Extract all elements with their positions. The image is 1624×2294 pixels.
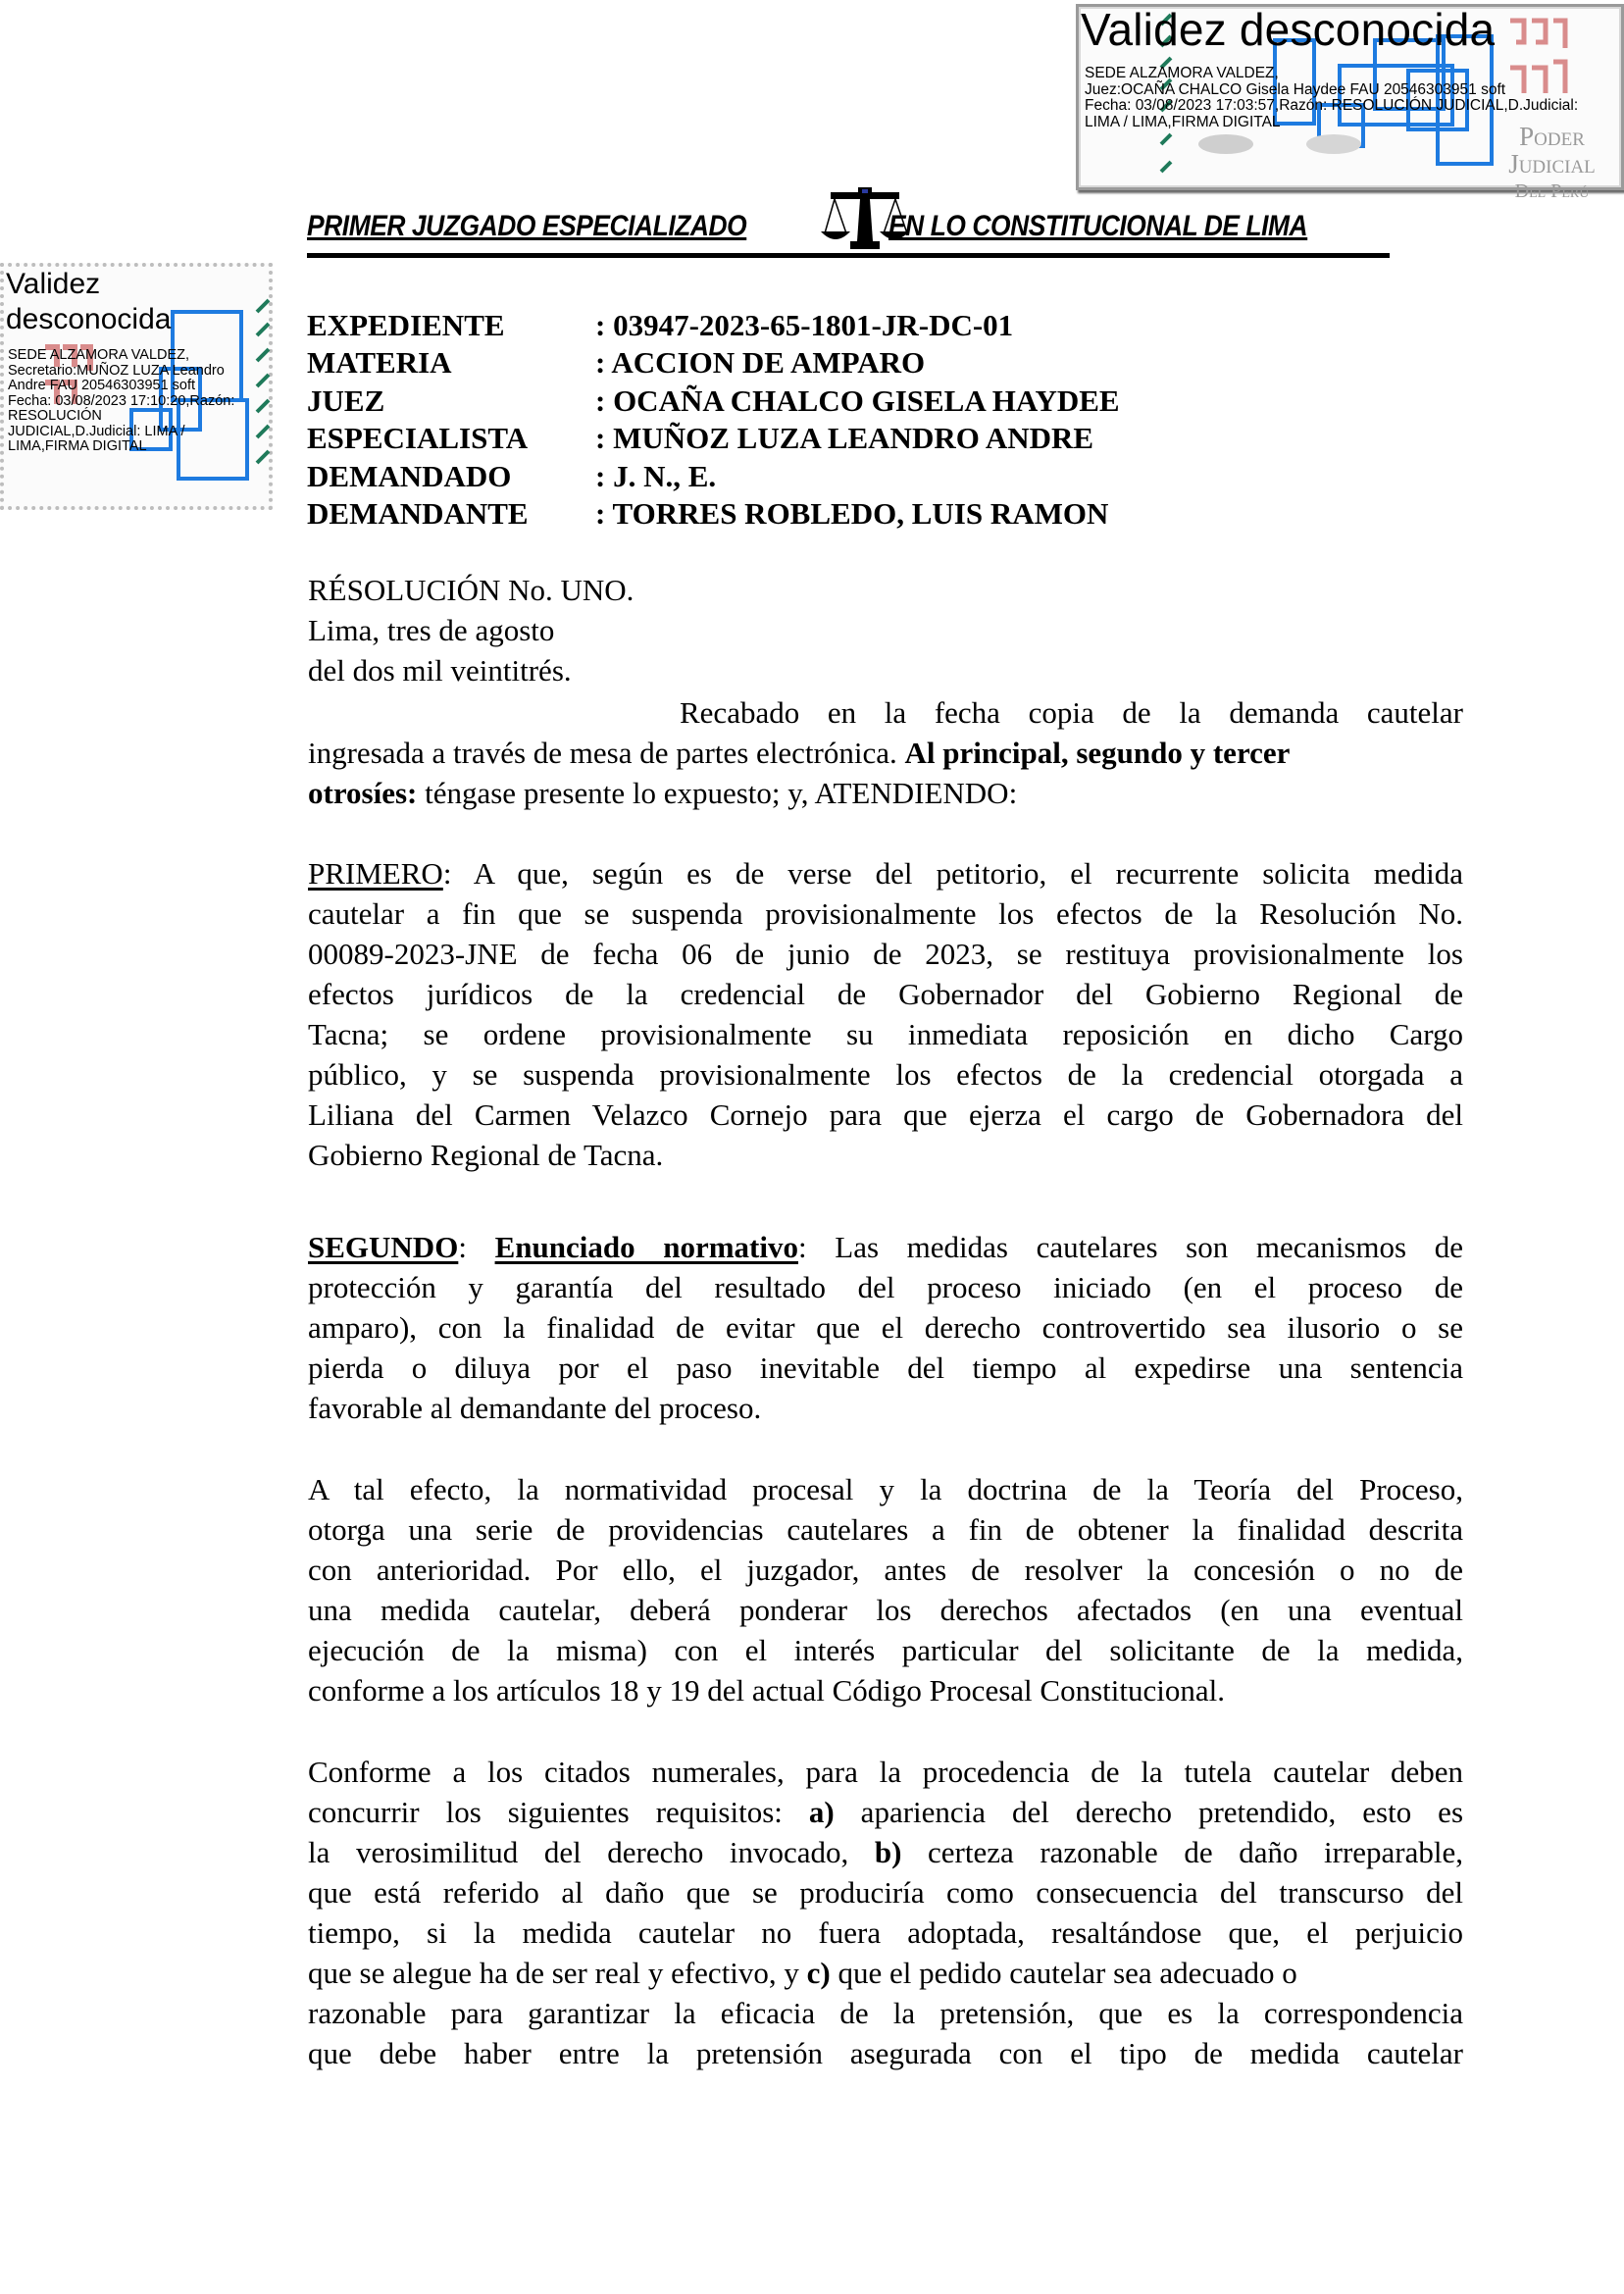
text: que se alegue ha de ser real y efectivo, y <box>308 1956 807 1990</box>
bold-text: otrosíes: <box>308 776 418 810</box>
segundo-line: protección y garantía del resultado del proceso iniciado (en el proceso de <box>308 1270 1463 1304</box>
intro-line <box>308 773 1463 813</box>
bold-text: b) <box>874 1835 902 1869</box>
stamp-line: LIMA,FIRMA DIGITAL <box>8 438 147 454</box>
stamp-line: Juez:OCAÑA CHALCO Gisela Haydee FAU 20546303951 soft <box>1085 80 1506 98</box>
para3-line: otorga una serie de providencias cautelares a fin de obtener la finalidad descrita <box>308 1512 1463 1547</box>
resolution-date-continued: del dos mil veintitrés. <box>308 653 572 688</box>
para4-line: que debe haber entre la pretensión asegurada con el tipo de medida cautelar <box>308 2036 1463 2070</box>
case-label: EXPEDIENTE <box>307 308 505 342</box>
para4-line: tiempo, si la medida cautelar no fuera adoptada, resaltándose que, el perjuicio <box>308 1915 1463 1950</box>
intro-line: Recabado en la fecha copia de la demanda cautelar <box>680 695 1463 730</box>
court-name-left: PRIMER JUZGADO ESPECIALIZADO <box>307 210 747 242</box>
bold-text: c) <box>806 1956 831 1990</box>
case-label: ESPECIALISTA <box>307 421 529 456</box>
stamp-line: SEDE ALZAMORA VALDEZ, <box>1085 65 1279 81</box>
paragraph-efecto <box>308 1469 1463 1710</box>
stamp-details <box>8 348 275 455</box>
para3-line: conforme a los artículos 18 y 19 del actual Código Procesal Constitucional. <box>308 1673 1225 1708</box>
case-value: : J. N., E. <box>595 458 717 493</box>
stamp-validity-title: Validez desconocida <box>6 268 172 335</box>
stamp-line: LIMA / LIMA,FIRMA DIGITAL <box>1085 113 1281 130</box>
text: concurrir los siguientes requisitos: <box>308 1795 809 1829</box>
primero-line: 00089-2023-JNE de fecha 06 de junio de 2023, se restituya provisionalmente los <box>308 937 1463 971</box>
paragraph-primero <box>308 853 1463 1175</box>
para4-line: que está referido al daño que se produciría como consecuencia del transcurso del <box>308 1875 1463 1910</box>
primero-line: público, y se suspenda provisionalmente los efectos de la credencial otorgada a <box>308 1057 1463 1092</box>
segundo-line: pierda o diluya por el paso inevitable del tiempo al expedirse una sentencia <box>308 1351 1463 1385</box>
text: : <box>1008 776 1018 810</box>
case-value: : ACCION DE AMPARO <box>595 345 926 381</box>
resolution-place-date: Lima, tres de agosto <box>308 613 555 647</box>
para3-line: con anterioridad. Por ello, el juzgador, antes de resolver la concesión o no de <box>308 1553 1463 1587</box>
primero-line: Gobierno Regional de Tacna. <box>308 1138 664 1172</box>
stamp-line: Fecha: 03/08/2023 17:10:20,Razón: <box>8 392 235 409</box>
header-rule <box>307 253 1390 258</box>
case-label: MATERIA <box>307 345 452 381</box>
bold-text: a) <box>808 1795 835 1829</box>
para4-line: Conforme a los citados numerales, para la procedencia de la tutela cautelar deben <box>308 1755 1463 1789</box>
text: téngase presente lo expuesto; y, <box>417 776 815 810</box>
case-value: : MUÑOZ LUZA LEANDRO ANDRE <box>595 421 1094 456</box>
text: : <box>458 1230 495 1264</box>
section-heading-primero: PRIMERO <box>308 856 443 891</box>
text: certeza razonable de daño irreparable, <box>901 1835 1464 1869</box>
para3-line: A tal efecto, la normatividad procesal y la doctrina de la Teoría del Proceso, <box>308 1472 1463 1506</box>
poder-judicial-logo-text <box>1481 123 1623 205</box>
text: ingresada a través de mesa de partes electrónica. <box>308 736 905 770</box>
text: la verosimilitud del derecho invocado, <box>308 1835 875 1869</box>
digital-signature-stamp-judge[interactable] <box>1076 4 1624 202</box>
case-value: : TORRES ROBLEDO, LUIS RAMON <box>595 495 1109 531</box>
segundo-line: amparo), con la finalidad de evitar que el derecho controvertido sea ilusorio o se <box>308 1310 1463 1345</box>
text: : A que, según es de verse del petitorio, el recurrente solicita medida <box>442 856 1463 891</box>
para4-line: razonable para garantizar la eficacia de la pretensión, que es la correspondencia <box>308 1996 1463 2030</box>
text: apariencia del derecho pretendido, esto es <box>834 1795 1464 1829</box>
stamp-line: JUDICIAL,D.Judicial: LIMA / <box>8 423 185 439</box>
case-value: : OCAÑA CHALCO GISELA HAYDEE <box>595 382 1120 418</box>
case-label: DEMANDADO <box>307 458 512 493</box>
primero-line: Liliana del Carmen Velazco Cornejo para que ejerza el cargo de Gobernadora del <box>308 1097 1463 1132</box>
para4-line <box>308 1832 1463 1872</box>
section-heading-segundo: SEGUNDO <box>308 1230 459 1264</box>
text: : Las medidas cautelares son mecanismos de <box>798 1230 1463 1264</box>
segundo-line: favorable al demandante del proceso. <box>308 1391 762 1425</box>
subheading-enunciado: Enunciado normativo <box>494 1230 798 1264</box>
case-value: : 03947-2023-65-1801-JR-DC-01 <box>595 308 1014 342</box>
para4-line <box>308 1953 1463 1993</box>
paragraph-requisitos <box>308 1752 1463 2073</box>
atendiendo-text: ATENDIENDO <box>814 776 1009 810</box>
bold-text: Al principal, segundo y tercer <box>904 736 1291 770</box>
stamp-line: SEDE ALZAMORA VALDEZ, <box>8 347 190 363</box>
primero-line: efectos jurídicos de la credencial de Gobernador del Gobierno Regional de <box>308 977 1463 1011</box>
segundo-line <box>308 1227 1463 1267</box>
stamp-line: Secretario:MUÑOZ LUZA Leandro <box>8 362 225 379</box>
primero-line <box>308 853 1463 893</box>
digital-signature-stamp-secretary[interactable] <box>0 263 273 510</box>
para3-line: una medida cautelar, deberá ponderar los derechos afectados (en una eventual <box>308 1593 1463 1627</box>
intro-line <box>308 733 1463 773</box>
paragraph-segundo <box>308 1227 1463 1428</box>
resolution-title: RÉSOLUCIÓN No. UNO. <box>308 573 634 607</box>
stamp-validity-title: Validez desconocida <box>1081 4 1496 55</box>
stamp-line: RESOLUCIÓN <box>8 408 102 424</box>
stamp-line: Fecha: 03/08/2023 17:03:57,Razón: RESOLUCIÓN JUDICIAL,D.Judicial: <box>1085 97 1579 114</box>
stamp-line: Andre FAU 20546303951 soft <box>8 378 196 393</box>
court-name-right: EN LO CONSTITUCIONAL DE LIMA <box>888 210 1308 242</box>
para4-line <box>308 1792 1463 1832</box>
logo-line-1: Poder Judicial <box>1508 122 1596 178</box>
court-header <box>307 210 1390 265</box>
text: que el pedido cautelar sea adecuado o <box>830 1956 1297 1990</box>
case-label: JUEZ <box>307 382 385 418</box>
logo-line-2: Del Perú <box>1514 180 1590 202</box>
primero-line: Tacna; se ordene provisionalmente su inmediata reposición en dicho Cargo <box>308 1017 1463 1051</box>
case-label: DEMANDANTE <box>307 495 529 531</box>
intro-paragraph <box>308 692 1463 813</box>
para3-line: ejecución de la misma) con el interés particular del solicitante de la medida, <box>308 1633 1463 1667</box>
primero-line: cautelar a fin que se suspenda provisionalmente los efectos de la Resolución No. <box>308 896 1463 931</box>
